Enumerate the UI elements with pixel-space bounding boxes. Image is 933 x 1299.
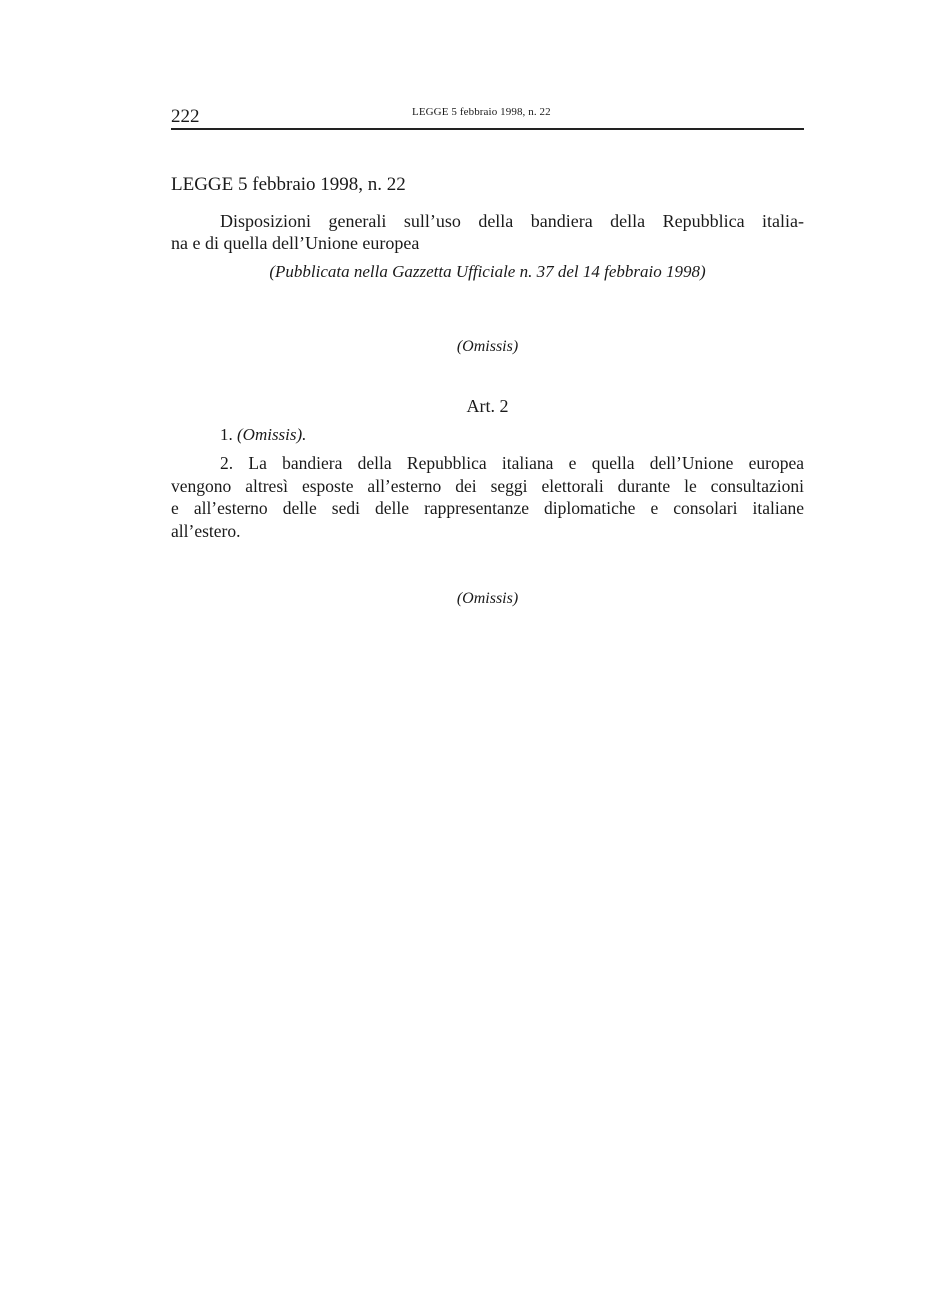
law-subtitle [171,210,804,254]
paragraph-1-text: (Omissis). [237,425,307,444]
article-heading: Art. 2 [466,396,509,416]
running-head: LEGGE 5 febbraio 1998, n. 22 [412,106,551,118]
omissis-bottom: (Omissis) [456,590,519,607]
paragraph-1-number: 1. [220,425,233,444]
omissis-top: (Omissis) [456,338,519,355]
paragraph-1 [220,425,306,445]
subtitle-line: Disposizioni generali sull’uso della bandiera della Repubblica italia- [220,211,804,231]
law-title: LEGGE 5 febbraio 1998, n. 22 [171,174,406,195]
publication-note: (Pubblicata nella Gazzetta Ufficiale n. 37 del 14 febbraio 1998) [269,262,706,281]
page-number: 222 [171,106,200,127]
paragraph-2 [171,452,804,542]
paragraph-line: e all’esterno delle sedi delle rappresentanze diplomatiche e consolari italiane [171,498,804,518]
paragraph-line: vengono altresì esposte all’esterno dei seggi elettorali durante le consultazioni [171,475,804,496]
paragraph-line: all’estero. [171,520,241,541]
paragraph-line: 2. La bandiera della Repubblica italiana e quella dell’Unione europea [220,453,804,473]
header-rule [171,128,804,130]
subtitle-line: na e di quella dell’Unione europea [171,233,420,253]
